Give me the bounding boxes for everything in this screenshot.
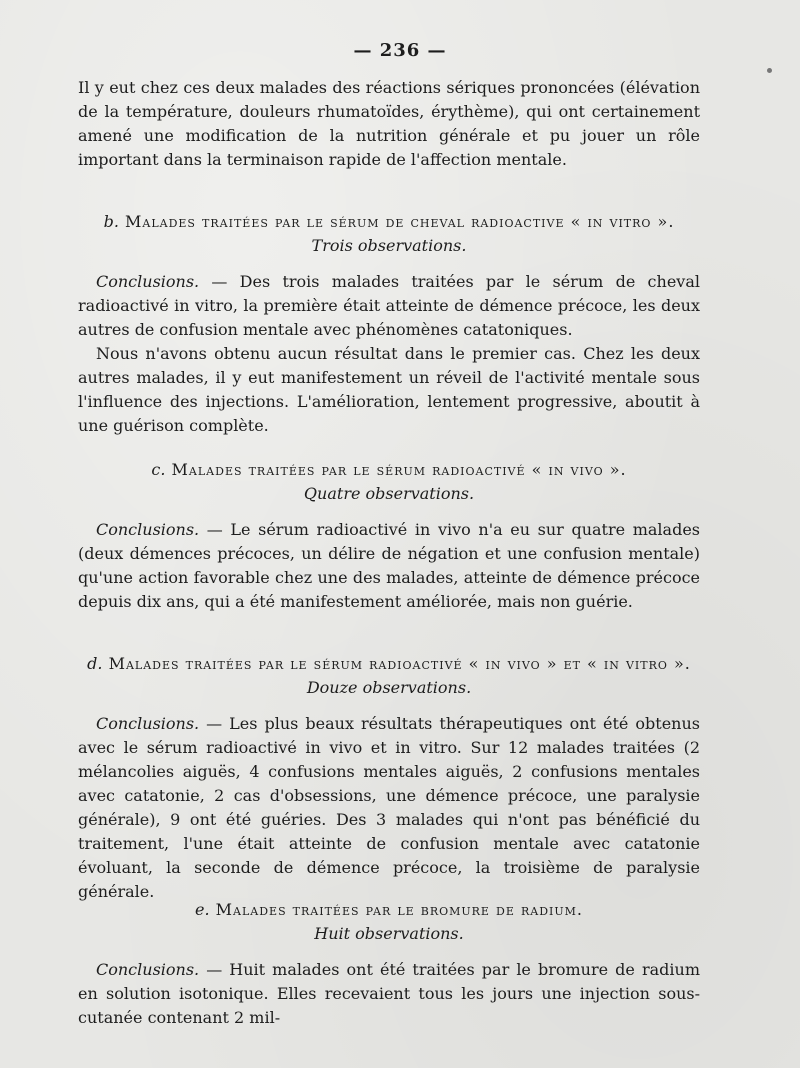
section-e-paragraph-1: [78, 958, 700, 1030]
section-c-paragraph-1-text: — Le sérum radioactivé in vivo n'a eu sur quatre malades (deux démences précoces, un délire de négation et une confusion mentale) qu'une action favorable chez une des malades, atteinte de démence précoce depuis dix ans, qui a été manifestement améliorée, mais non guérie.: [78, 520, 701, 611]
section-e-label: Conclusions.: [96, 960, 200, 979]
section-b-subtitle: Trois observations.: [311, 236, 467, 255]
section-b-heading: [78, 210, 700, 258]
section-c-heading: [78, 458, 700, 506]
section-c-body: [78, 518, 700, 614]
paper-speck: [767, 68, 772, 73]
section-b-letter: b.: [103, 212, 119, 231]
section-c-letter: c.: [151, 460, 166, 479]
section-d-paragraph-1-text: — Les plus beaux résultats thérapeutiques ont été obtenus avec le sérum radioactivé in vivo et in vitro. Sur 12 malades traitées (2 mélancolies aiguës, 4 confusions mentales aiguës, 2 confusions mentales avec catatonie, 2 cas d'obsessions, une démence précoce, une paralysie générale), 9 ont été guéries. Des 3 malades qui n'ont pas bénéficié du traitement, l'une était atteinte de confusion mentale avec catatonie évoluant, la seconde de démence précoce, la troisième de paralysie générale.: [78, 714, 700, 901]
section-d-label: Conclusions.: [96, 714, 200, 733]
section-b-label: Conclusions.: [96, 272, 200, 291]
section-d-paragraph-1: [78, 712, 700, 904]
section-e-body: [78, 958, 700, 1030]
section-d-letter: d.: [87, 654, 103, 673]
section-b-paragraph-1: [78, 270, 700, 342]
section-c-paragraph-1: [78, 518, 700, 614]
section-e-paragraph-1-text: — Huit malades ont été traitées par le bromure de radium en solution isotonique. Elles recevaient tous les jours une injection sous-cutanée contenant 2 mil-: [78, 960, 700, 1027]
section-c-title: Malades traitées par le sérum radioactivé « in vivo ».: [171, 460, 627, 479]
section-d-subtitle: Douze observations.: [306, 678, 472, 697]
section-b-paragraph-2: Nous n'avons obtenu aucun résultat dans le premier cas. Chez les deux autres malades, il y eut manifestement un réveil de l'activité mentale sous l'influence des injections. L'amélioration, lentement progressive, aboutit à une guérison complète.: [78, 344, 700, 435]
section-c-subtitle: Quatre observations.: [303, 484, 475, 503]
section-e-title: Malades traitées par le bromure de radium.: [215, 900, 583, 919]
section-c-label: Conclusions.: [96, 520, 200, 539]
section-d-heading: [78, 652, 700, 700]
section-b-title: Malades traitées par le sérum de cheval radioactive « in vitro ».: [125, 212, 675, 231]
section-b-body: [78, 270, 700, 438]
page-number: — 236 —: [353, 40, 447, 61]
section-e-letter: e.: [194, 900, 210, 919]
section-e-heading: [78, 898, 700, 946]
section-e-subtitle: Huit observations.: [314, 924, 464, 943]
section-b-paragraph-1-text: — Des trois malades traitées par le sérum de cheval radioactivé in vitro, la première était atteinte de démence précoce, les deux autres de confusion mentale avec phénomènes catatoniques.: [78, 272, 700, 339]
section-d-body: [78, 712, 700, 904]
section-d-title: Malades traitées par le sérum radioactivé « in vivo » et « in vitro ».: [108, 654, 691, 673]
intro-paragraph: Il y eut chez ces deux malades des réactions sériques prononcées (élévation de la température, douleurs rhumatoïdes, érythème), qui ont certainement amené une modification de la nutrition générale et pu jouer un rôle important dans la terminaison rapide de l'affection mentale.: [78, 78, 700, 169]
intro-block: [78, 76, 700, 172]
